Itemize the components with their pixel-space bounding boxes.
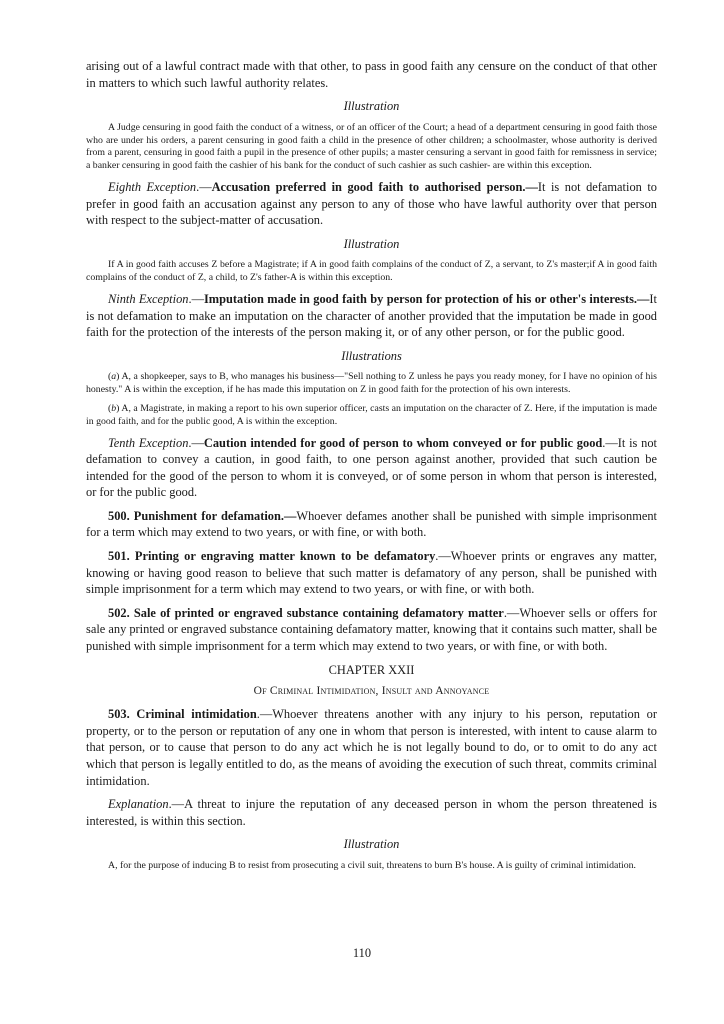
section-text: Whoever prints or engraves any matter, knowing or having good reason to believe that such matter is defamatory of any person, shall be punished with simple imprisonment for a term which may extend to two years, or with fine, or with both. bbox=[86, 549, 657, 597]
chapter-number: CHAPTER XXII bbox=[328, 662, 415, 677]
illustration-heading: Illustration bbox=[343, 99, 400, 114]
separator: .— bbox=[188, 435, 204, 450]
illustration-heading: Illustration bbox=[343, 837, 400, 852]
illustration-b: (b) A, a Magistrate, in making a report to his own superior officer, casts an imputation on the character of Z. Here, if the imputation is made in good faith, and for the public good, A is within the exception. bbox=[86, 402, 657, 427]
section-title: 500. Punishment for defamation bbox=[108, 508, 281, 523]
section-title: 501. Printing or engraving matter known to be defamatory bbox=[108, 549, 436, 564]
separator: .— bbox=[633, 291, 650, 306]
separator: .— bbox=[256, 707, 273, 722]
exception-label: Ninth Exception bbox=[108, 291, 189, 306]
section-text: Whoever sells or offers for sale any printed or engraved substance containing defamatory matter, knowing that it contains such matter, shall be punished with simple imprisonment for a term which may extend to two years, or with fine, or with both. bbox=[86, 605, 657, 654]
continuation-paragraph: arising out of a lawful contract made with that other, to pass in good faith any censure on the conduct of that other in matters to which such lawful authority relates. bbox=[86, 59, 657, 90]
illustration-text: If A in good faith accuses Z before a Magistrate; if A in good faith complains of the conduct of Z, a servant, to Z's master;if A in good faith complains of the conduct of Z, a child, to Z's father-A is within this exception. bbox=[86, 259, 657, 284]
illustrations-heading: Illustrations bbox=[341, 348, 402, 363]
exception-text: It is not defamation to make an imputation on the character of another provided that the imputation be made in good faith for the protection of the interests of the person making it, or of any other person, or for the public good. bbox=[86, 291, 657, 340]
exception-label: Eighth Exception bbox=[108, 179, 197, 194]
separator: .— bbox=[196, 179, 212, 194]
illustration-text: A, for the purpose of inducing B to resist from prosecuting a civil suit, threatens to burn B's house. A is guilty of criminal intimidation. bbox=[108, 859, 637, 871]
illustration-a: (a) A, a shopkeeper, says to B, who manages his business—"Sell nothing to Z unless he pays you ready money, for I have no opinion of his honesty." A is within the exception, if he has made this imputation on Z in good faith for the protection of his own interests. bbox=[86, 371, 657, 396]
exception-text: It is not defamation to convey a caution, in good faith, to one person against another, provided that such caution be intended for the good of the person to whom it is conveyed, or of some person in whom that person is interested, or for the public good. bbox=[86, 435, 657, 500]
section-title: 503. Criminal intimidation bbox=[108, 707, 257, 722]
illustration-heading: Illustration bbox=[343, 236, 400, 251]
section-title: 502. Sale of printed or engraved substance containing defamatory matter bbox=[108, 605, 504, 620]
item-label: a bbox=[111, 371, 117, 383]
eighth-exception-paragraph bbox=[86, 179, 657, 229]
separator: .— bbox=[168, 797, 185, 812]
illustration-text: A, a Magistrate, in making a report to his own superior officer, casts an imputation on the character of Z. Here, if the imputation is made in good faith, and for the public good, A is within the exception. bbox=[86, 402, 657, 427]
separator: .— bbox=[435, 549, 451, 564]
section-502 bbox=[86, 605, 657, 655]
explanation-paragraph bbox=[86, 796, 657, 829]
page-content bbox=[86, 58, 657, 879]
exception-label: Tenth Exception bbox=[108, 435, 189, 450]
separator: .— bbox=[602, 435, 618, 450]
section-text: Whoever defames another shall be punished with simple imprisonment for a term which may extend to two years, or with fine, or with both. bbox=[86, 508, 658, 540]
ninth-exception-paragraph bbox=[86, 291, 657, 341]
explanation-text: A threat to injure the reputation of any deceased person in whom the person threatened is interested, is within this section. bbox=[86, 797, 657, 828]
illustration-text: A, a shopkeeper, says to B, who manages his business—"Sell nothing to Z unless he pays you ready money, for I have no opinion of his honesty." A is within the exception, if he has made this imputation on Z in good faith for the protection of his own interests. bbox=[86, 371, 657, 396]
separator: .— bbox=[280, 508, 297, 523]
separator: .— bbox=[188, 291, 204, 306]
exception-title: Caution intended for good of person to whom conveyed or for public good bbox=[203, 435, 603, 450]
item-label: b bbox=[111, 402, 117, 414]
section-503 bbox=[86, 706, 657, 789]
page-number: 110 bbox=[352, 946, 372, 960]
section-501 bbox=[86, 548, 657, 598]
section-500 bbox=[86, 508, 657, 541]
section-text: Whoever threatens another with any injury to his person, reputation or property, or to the person or reputation of any one in whom that person is interested, with intent to cause alarm to that person, or to cause that person to do any act which he is not legally bound to do, or to omit to do any act which that person is legally entitled to do, as the means of avoiding the execution of such threat, commits criminal intimidation. bbox=[86, 707, 657, 788]
illustration-text: A Judge censuring in good faith the conduct of a witness, or of an officer of the Court; a head of a department censuring in good faith those who are under his orders, a parent censuring in good faith a child in the presence of other children; a schoolmaster, whose authority is derived from a parent, censuring in good faith a pupil in the presence of other pupils; a master censuring a servant in good faith for remissness in service; a banker censuring in good faith the cashier of his bank for the conduct of such cashier as such cashier- are within this exception. bbox=[86, 121, 657, 172]
chapter-title: Of Criminal Intimidation, Insult and Annoyance bbox=[253, 685, 490, 698]
exception-title: Imputation made in good faith by person for protection of his or other's interests bbox=[203, 291, 634, 306]
separator: .— bbox=[503, 605, 520, 620]
separator: .— bbox=[522, 179, 538, 194]
exception-text: It is not defamation to prefer in good faith an accusation against any person to any of those who have lawful authority over that person with respect to the subject-matter of accusation. bbox=[86, 179, 657, 228]
explanation-label: Explanation bbox=[108, 797, 169, 812]
exception-title: Accusation preferred in good faith to authorised person bbox=[211, 179, 523, 194]
tenth-exception-paragraph bbox=[86, 435, 657, 501]
